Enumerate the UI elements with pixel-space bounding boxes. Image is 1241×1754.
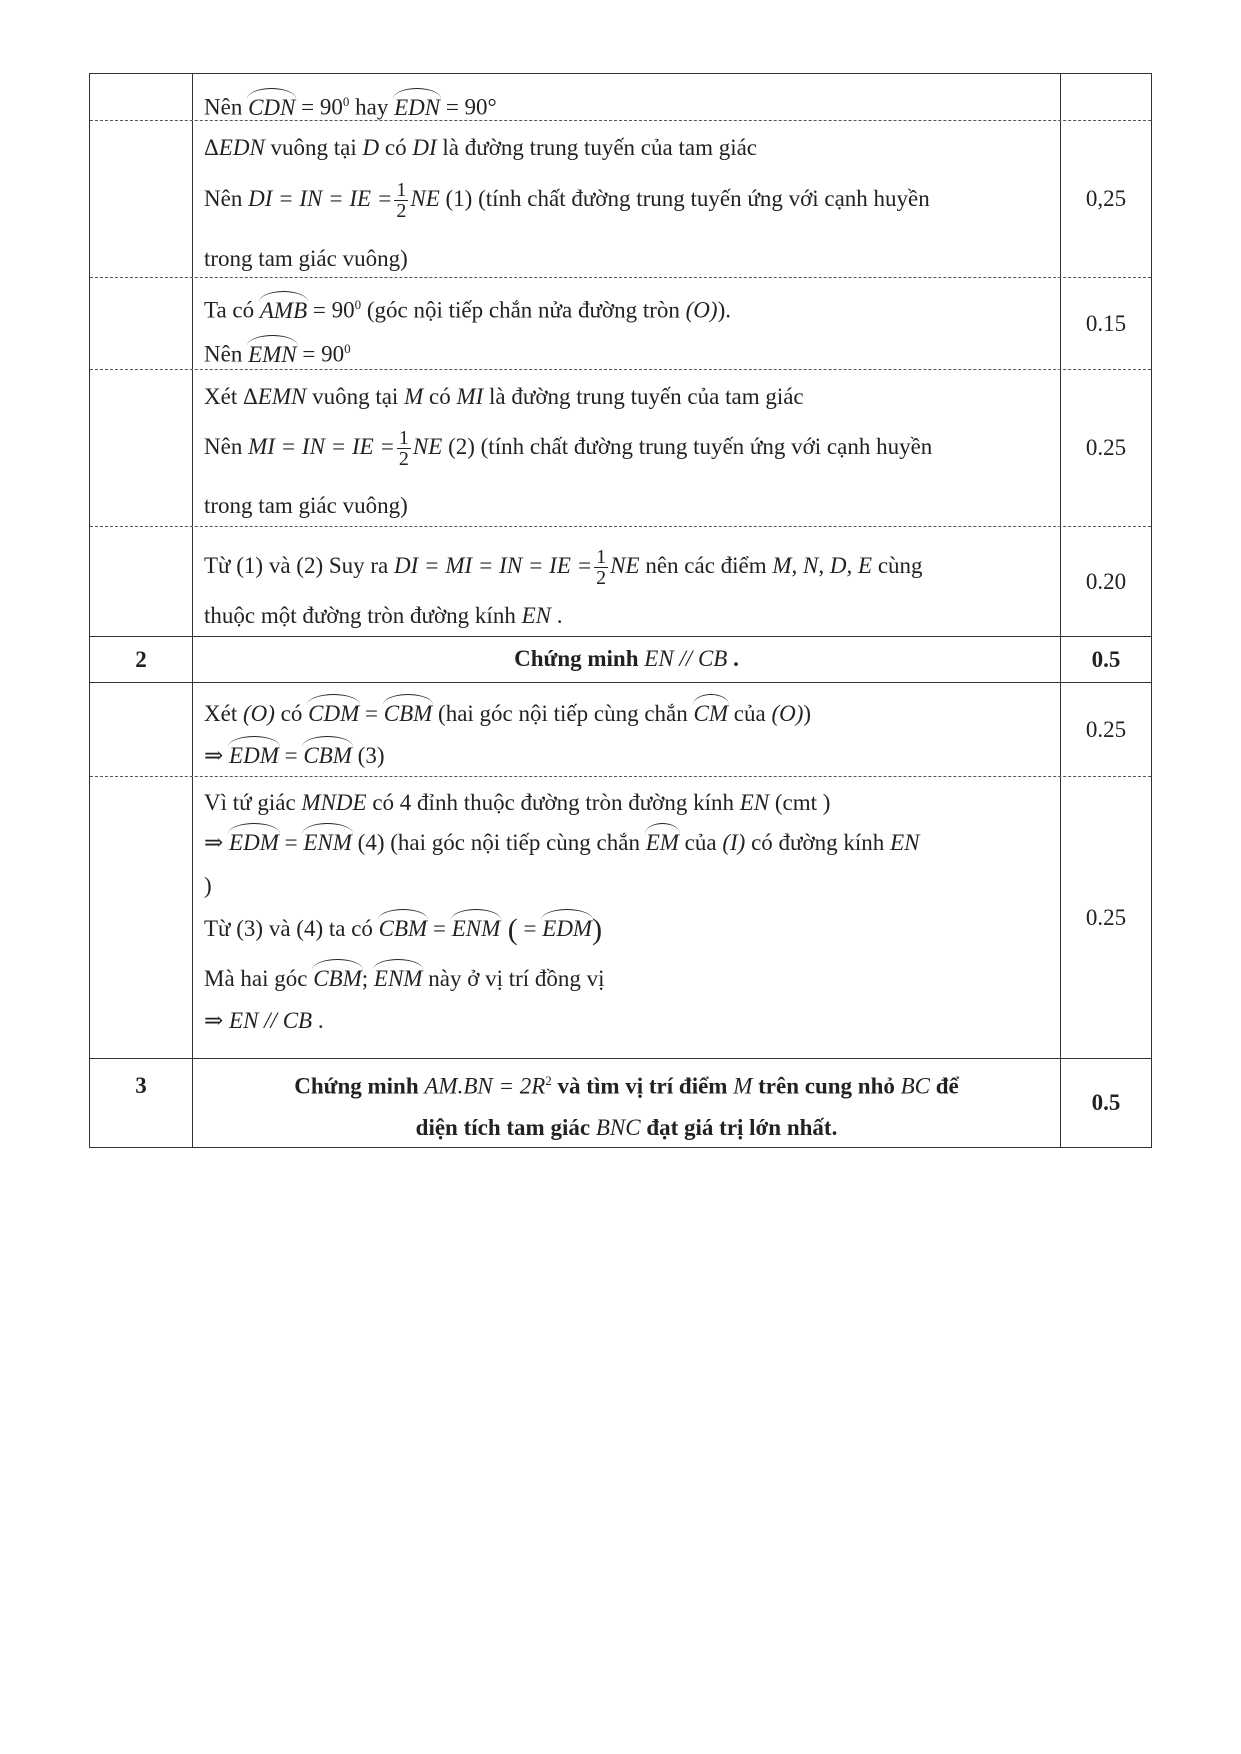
math: (O) xyxy=(685,297,718,323)
text: ⇒ xyxy=(204,1008,230,1033)
text: (cmt ) xyxy=(769,790,831,815)
content-line xyxy=(204,335,1052,369)
question-number-cell xyxy=(90,74,193,120)
content-line xyxy=(204,1007,1052,1035)
text: = 90 xyxy=(307,297,355,323)
math: M, N, D, E xyxy=(772,552,873,578)
numerator: 1 xyxy=(396,179,407,201)
question-number-cell: 3 xyxy=(90,1059,193,1147)
math: EN // CB xyxy=(644,646,728,671)
arc-angle: AMB xyxy=(260,293,307,325)
content-line: trong tam giác vuông) xyxy=(204,493,408,518)
text: có xyxy=(423,384,457,409)
text: = 90 xyxy=(295,94,343,120)
content-line: trong tam giác vuông) xyxy=(204,246,408,271)
arc-angle: CBM xyxy=(384,696,433,728)
math: M xyxy=(733,1073,753,1099)
question-number-cell xyxy=(90,121,193,277)
math: EN xyxy=(739,790,770,815)
math: MNDE xyxy=(301,790,367,815)
content-line xyxy=(204,825,1052,857)
superscript: 0 xyxy=(344,341,351,356)
superscript: 0 xyxy=(342,94,350,109)
content-line xyxy=(204,738,1052,770)
content-line xyxy=(204,696,1052,728)
text: để xyxy=(930,1073,959,1099)
score-cell: 0.25 xyxy=(1085,716,1127,742)
question-heading xyxy=(193,1073,1060,1100)
text: = xyxy=(427,916,452,941)
math: (O) xyxy=(771,701,804,726)
text: . xyxy=(312,1008,324,1033)
text: vuông tại xyxy=(306,384,405,409)
text: = xyxy=(278,743,304,768)
text: Δ xyxy=(242,384,258,409)
math: EN xyxy=(890,830,920,855)
score-cell: 0.25 xyxy=(1085,904,1127,930)
text: Nên xyxy=(204,341,249,367)
math: (I) xyxy=(722,830,746,855)
content-line xyxy=(204,547,1052,588)
score-cell: 0.15 xyxy=(1085,310,1127,336)
arc-angle: EDN xyxy=(394,90,440,122)
arc-angle: EDM xyxy=(229,825,279,857)
math: BC xyxy=(900,1073,931,1099)
text: (hai góc nội tiếp cùng chắn xyxy=(432,701,694,726)
math: EN // CB xyxy=(229,1008,313,1033)
text: = 90° xyxy=(440,94,497,120)
text: thuộc một đường tròn đường kính xyxy=(204,603,522,628)
table-row xyxy=(90,370,1151,527)
math: DI = IN = IE = xyxy=(248,185,393,211)
text: ⇒ xyxy=(204,830,230,855)
fraction xyxy=(397,428,411,469)
math: MI xyxy=(456,384,484,409)
superscript: 0 xyxy=(354,297,362,312)
content-cell xyxy=(193,683,1061,776)
math: MI = IN = IE = xyxy=(248,433,395,459)
text: Xét xyxy=(204,384,243,409)
text: (4) (hai góc nội tiếp cùng chắn xyxy=(351,830,646,855)
score-cell: 0.5 xyxy=(1091,1090,1121,1115)
text: (tính chất đường trung tuyến ứng với cạnh huyền xyxy=(474,433,933,459)
text: ; xyxy=(361,966,374,991)
arc-angle: ENM xyxy=(374,961,423,993)
text: (3) xyxy=(351,743,385,768)
text: có đường kính xyxy=(745,830,891,855)
arc-angle: CBM xyxy=(303,738,352,770)
content-cell xyxy=(193,278,1061,369)
numerator: 1 xyxy=(398,427,409,449)
math: D xyxy=(362,135,380,160)
question-number-cell xyxy=(90,278,193,369)
content-cell xyxy=(193,777,1061,1058)
math: BNC xyxy=(595,1115,641,1140)
arc: CM xyxy=(694,696,729,728)
question-heading xyxy=(193,1115,1060,1141)
math: EN xyxy=(521,603,551,628)
math: NE xyxy=(410,185,440,211)
text: ⇒ xyxy=(204,743,230,768)
math: DI = MI = IN = IE = xyxy=(394,552,593,578)
text: Xét xyxy=(204,701,243,726)
arc: EM xyxy=(646,825,679,857)
content-line xyxy=(204,88,1052,122)
text: đạt giá trị lớn nhất. xyxy=(640,1115,838,1140)
denominator: 2 xyxy=(398,448,409,470)
text: của xyxy=(678,830,723,855)
text: có xyxy=(379,135,413,160)
content-line xyxy=(204,961,1052,993)
text: (2) xyxy=(442,433,475,459)
table-row xyxy=(90,278,1151,370)
text: = xyxy=(278,830,304,855)
text: trên cung nhỏ xyxy=(752,1073,901,1099)
content-cell xyxy=(193,637,1061,682)
table-row xyxy=(90,74,1151,121)
score-cell: 0.5 xyxy=(1091,646,1121,672)
math: M xyxy=(404,384,424,409)
text: là đường trung tuyến của tam giác xyxy=(436,135,758,160)
arc-angle: ENM xyxy=(303,825,352,857)
content-cell xyxy=(193,527,1061,636)
paren: ) xyxy=(592,913,603,946)
arc-angle: EDM xyxy=(542,911,592,943)
solution-table xyxy=(89,73,1152,1148)
content-line xyxy=(204,180,1052,221)
question-number-cell xyxy=(90,527,193,636)
arc-angle: EMN xyxy=(248,337,297,369)
arc-angle: CBM xyxy=(313,961,362,993)
text: Δ xyxy=(204,135,219,160)
text: là đường trung tuyến của tam giác xyxy=(483,384,804,409)
arc-angle: CDN xyxy=(248,90,295,122)
text: = 90 xyxy=(296,341,345,367)
question-number-cell xyxy=(90,683,193,776)
content-line xyxy=(204,602,1052,630)
denominator: 2 xyxy=(596,567,607,589)
text: = xyxy=(517,916,543,941)
text: Nên xyxy=(204,94,249,120)
text: Chứng minh xyxy=(514,646,645,671)
superscript: 2 xyxy=(545,1073,552,1088)
content-cell xyxy=(193,370,1061,526)
fraction xyxy=(394,180,408,221)
score-cell xyxy=(1061,74,1151,120)
text: Chứng minh xyxy=(294,1073,425,1099)
text: Từ (3) và (4) ta có xyxy=(204,916,379,941)
text: diện tích tam giác xyxy=(415,1115,596,1140)
math: EDN xyxy=(218,135,265,160)
text: (góc nội tiếp chắn nửa đường tròn xyxy=(361,297,686,323)
text: . xyxy=(727,646,739,671)
content-cell xyxy=(193,74,1061,120)
text: hay xyxy=(349,94,395,120)
content-line: ) xyxy=(204,873,212,898)
content-line xyxy=(204,291,1052,325)
math: NE xyxy=(610,552,640,578)
text: Mà hai góc xyxy=(204,966,314,991)
content-line xyxy=(204,134,1052,162)
table-row xyxy=(90,683,1151,777)
table-row xyxy=(90,777,1151,1059)
arc-angle: CDM xyxy=(308,696,359,728)
text: vuông tại xyxy=(264,135,363,160)
text: Ta có xyxy=(204,297,260,323)
arc-angle: ENM xyxy=(452,911,501,943)
math: EMN xyxy=(257,384,307,409)
denominator: 2 xyxy=(396,200,407,222)
content-line xyxy=(204,911,1052,944)
text: của xyxy=(728,701,772,726)
math: NE xyxy=(412,433,443,459)
math: (O) xyxy=(242,701,275,726)
text: = xyxy=(359,701,384,726)
paren: ( xyxy=(500,913,518,946)
math: AM.BN = 2R xyxy=(424,1073,546,1099)
text: (1) (tính chất đường trung tuyến ứng với cạnh huyền xyxy=(439,185,930,211)
text: Vì tứ giác xyxy=(204,790,302,815)
text: và tìm vị trí điểm xyxy=(551,1073,734,1099)
content-line xyxy=(204,789,1052,817)
fraction xyxy=(594,547,608,588)
text: ). xyxy=(717,297,731,323)
text: Nên xyxy=(204,185,249,211)
question-number-cell: 2 xyxy=(90,637,193,682)
text: này ở vị trí đồng vị xyxy=(422,966,605,991)
score-cell: 0,25 xyxy=(1085,186,1127,211)
text: . xyxy=(550,603,563,628)
content-cell xyxy=(193,1059,1061,1147)
content-cell xyxy=(193,121,1061,277)
question-number-cell xyxy=(90,777,193,1058)
content-line xyxy=(204,383,1052,411)
text: nên các điểm xyxy=(639,552,773,578)
content-line xyxy=(204,428,1052,469)
text: Từ (1) và (2) Suy ra xyxy=(204,552,395,578)
score-cell: 0.25 xyxy=(1085,435,1127,460)
score-cell: 0.20 xyxy=(1085,568,1127,594)
text: có xyxy=(274,701,309,726)
text: có 4 đỉnh thuộc đường tròn đường kính xyxy=(366,790,740,815)
math: DI xyxy=(412,135,437,160)
table-row xyxy=(90,121,1151,278)
text: ) xyxy=(803,701,812,726)
table-row xyxy=(90,527,1151,637)
table-row xyxy=(90,637,1151,683)
arc-angle: EDM xyxy=(229,738,279,770)
question-heading xyxy=(193,646,1060,672)
numerator: 1 xyxy=(596,546,607,568)
table-row xyxy=(90,1059,1151,1147)
text: cùng xyxy=(872,552,923,578)
question-number-cell xyxy=(90,370,193,526)
text: Nên xyxy=(204,433,249,459)
arc-angle: CBM xyxy=(379,911,428,943)
